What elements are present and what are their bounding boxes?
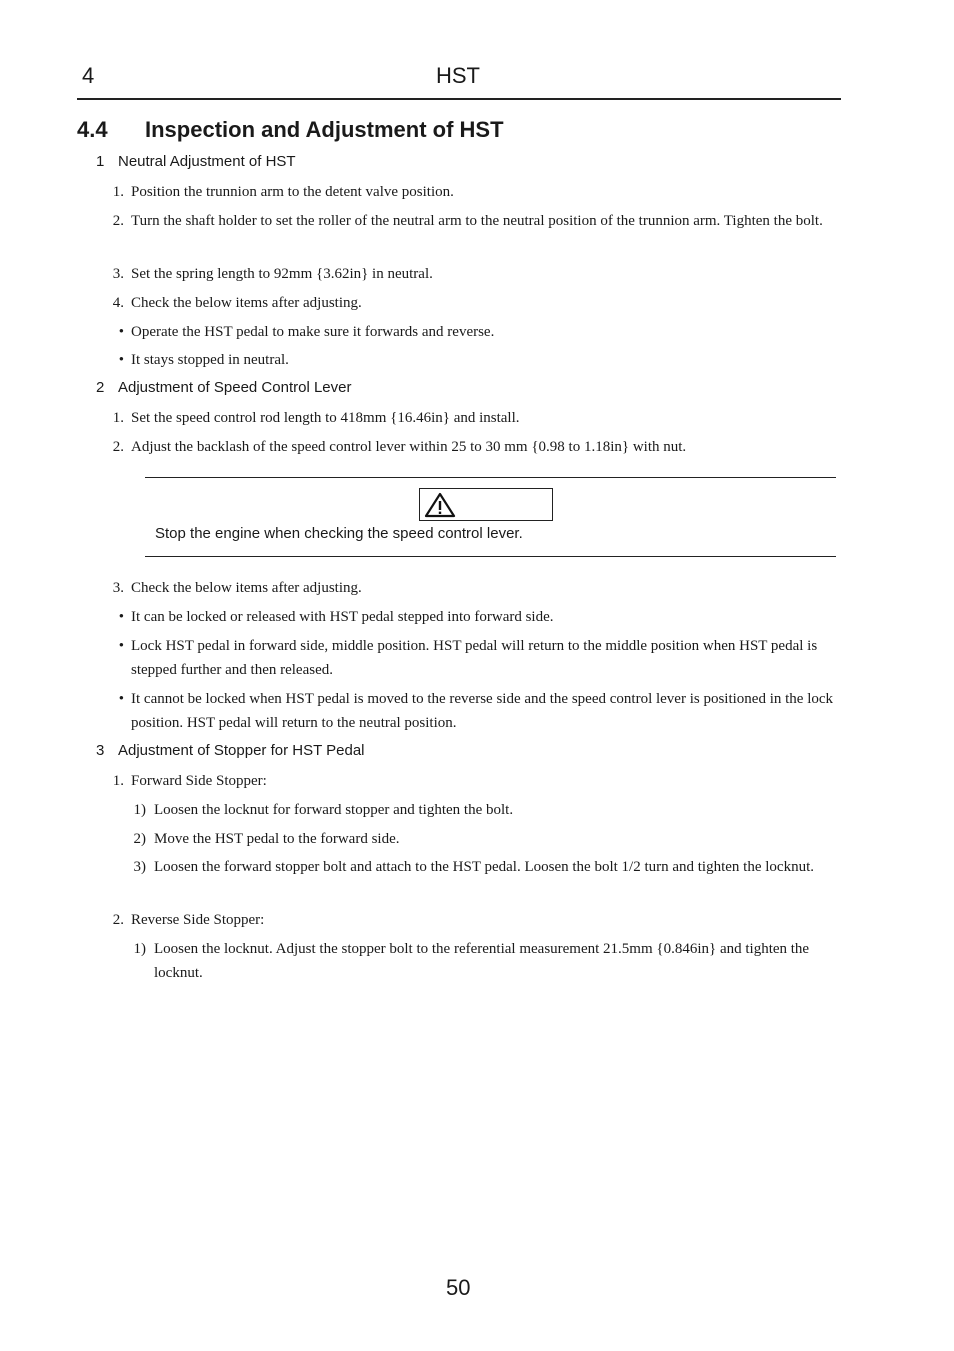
list-text: Reverse Side Stopper:: [131, 912, 265, 928]
subsection-heading-2: [96, 379, 351, 396]
subsection-number: 1: [96, 153, 105, 170]
list-marker: 2.: [112, 213, 124, 229]
bullet-item: [108, 605, 838, 629]
bullet-marker: •: [118, 638, 124, 654]
sub-list-item: [130, 855, 838, 879]
list-item: [108, 209, 838, 233]
list-text: Set the spring length to 92mm {3.62in} in neutral.: [131, 266, 433, 282]
list-item: [108, 769, 838, 793]
list-text: Adjust the backlash of the speed control lever within 25 to 30 mm {0.98 to 1.18in} with nut.: [131, 439, 687, 455]
sub-list-marker: 1): [133, 802, 146, 818]
list-item: [108, 576, 838, 600]
caution-top-rule: [145, 477, 836, 478]
list-item: [108, 908, 838, 932]
sub-list-marker: 2): [133, 831, 146, 847]
list-marker: 1.: [112, 410, 124, 426]
section-heading: [77, 117, 504, 143]
list-marker: 3.: [112, 266, 124, 282]
caution-bottom-rule: [145, 556, 836, 557]
list-marker: 1.: [112, 184, 124, 200]
list-marker: 1.: [112, 773, 124, 789]
bullet-text: Operate the HST pedal to make sure it forwards and reverse.: [131, 324, 495, 340]
sub-list-text: Move the HST pedal to the forward side.: [154, 831, 400, 847]
list-item: [108, 180, 838, 204]
subsection-heading-1: [96, 153, 296, 170]
sub-list-text: Loosen the locknut for forward stopper and tighten the bolt.: [154, 802, 514, 818]
bullet-marker: •: [118, 352, 124, 368]
caution-label-box: [419, 488, 553, 521]
list-marker: 2.: [112, 912, 124, 928]
bullet-marker: •: [118, 324, 124, 340]
warning-triangle-icon: [424, 492, 456, 518]
list-text: Position the trunnion arm to the detent valve position.: [131, 184, 454, 200]
sub-list-item: [130, 937, 838, 985]
bullet-marker: •: [118, 609, 124, 625]
sub-list-marker: 3): [133, 859, 146, 875]
subsection-number: 2: [96, 379, 105, 396]
bullet-text: It cannot be locked when HST pedal is moved to the reverse side and the speed control lever is positioned in the lock position. HST pedal will return to the neutral position.: [131, 691, 834, 731]
list-text: Set the speed control rod length to 418mm {16.46in} and install.: [131, 410, 520, 426]
subsection-title: Neutral Adjustment of HST: [118, 153, 296, 170]
sub-list-text: Loosen the forward stopper bolt and attach to the HST pedal. Loosen the bolt 1/2 turn and tighten the locknut.: [154, 859, 814, 875]
chapter-number: 4: [82, 63, 95, 88]
section-number: 4.4: [77, 117, 108, 142]
sub-list-item: [130, 798, 838, 822]
bullet-text: It can be locked or released with HST pedal stepped into forward side.: [131, 609, 554, 625]
subsection-title: Adjustment of Speed Control Lever: [118, 379, 352, 396]
caution-text: Stop the engine when checking the speed control lever.: [155, 525, 523, 542]
list-text: Forward Side Stopper:: [131, 773, 267, 789]
bullet-item: [108, 687, 838, 735]
page-number: 50: [446, 1275, 471, 1300]
bullet-marker: •: [118, 691, 124, 707]
bullet-item: [108, 348, 838, 372]
list-item: [108, 262, 838, 286]
list-item: [108, 435, 838, 459]
subsection-number: 3: [96, 742, 105, 759]
list-text: Check the below items after adjusting.: [131, 580, 362, 596]
section-title: Inspection and Adjustment of HST: [145, 117, 504, 142]
list-item: [108, 406, 838, 430]
list-text: Turn the shaft holder to set the roller of the neutral arm to the neutral position of the trunnion arm. Tighten the bolt.: [131, 213, 823, 229]
chapter-title: HST: [436, 63, 480, 88]
bullet-text: Lock HST pedal in forward side, middle position. HST pedal will return to the middle position when HST pedal is stepped further and then released.: [131, 638, 818, 678]
sub-list-marker: 1): [133, 941, 146, 957]
bullet-item: [108, 634, 838, 682]
subsection-title: Adjustment of Stopper for HST Pedal: [118, 742, 365, 759]
bullet-text: It stays stopped in neutral.: [131, 352, 289, 368]
list-text: Check the below items after adjusting.: [131, 295, 362, 311]
bullet-item: [108, 320, 838, 344]
list-item: [108, 291, 838, 315]
list-marker: 2.: [112, 439, 124, 455]
list-marker: 4.: [112, 295, 124, 311]
subsection-heading-3: [96, 742, 365, 759]
sub-list-item: [130, 827, 838, 851]
list-marker: 3.: [112, 580, 124, 596]
sub-list-text: Loosen the locknut. Adjust the stopper bolt to the referential measurement 21.5mm {0.846in} and tighten the locknut.: [154, 941, 810, 981]
header-rule: [77, 98, 841, 100]
